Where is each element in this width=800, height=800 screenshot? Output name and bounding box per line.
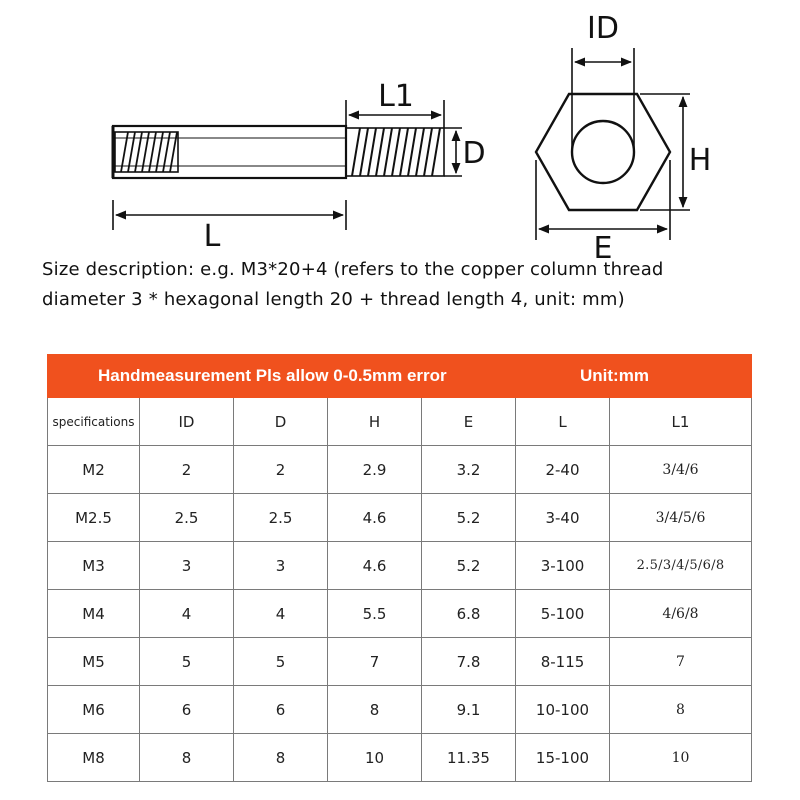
cell-h: 5.5: [328, 590, 422, 638]
header-h: H: [328, 398, 422, 446]
standoff-diagram: [0, 0, 800, 260]
cell-l1: 10: [610, 734, 752, 782]
cell-l1: 8: [610, 686, 752, 734]
cell-spec: M3: [48, 542, 140, 590]
cell-e: 11.35: [422, 734, 516, 782]
table-row: [48, 638, 752, 686]
error-note: Handmeasurement Pls allow 0-0.5mm error: [98, 366, 447, 385]
header-l: L: [516, 398, 610, 446]
cell-h: 4.6: [328, 494, 422, 542]
header-e: E: [422, 398, 516, 446]
cell-id: 2: [140, 446, 234, 494]
cell-l1: 7: [610, 638, 752, 686]
header-specifications: specifications: [48, 398, 140, 446]
external-thread: [346, 128, 444, 176]
header-d: D: [234, 398, 328, 446]
cell-e: 5.2: [422, 542, 516, 590]
cell-id: 2.5: [140, 494, 234, 542]
cell-l1: 2.5/3/4/5/6/8: [610, 542, 752, 590]
cell-id: 5: [140, 638, 234, 686]
spec-table: [47, 354, 752, 782]
cell-d: 2: [234, 446, 328, 494]
cell-e: 9.1: [422, 686, 516, 734]
cell-l: 15-100: [516, 734, 610, 782]
cell-spec: M2: [48, 446, 140, 494]
dimension-E: [536, 160, 670, 240]
spec-table-banner: [48, 355, 752, 398]
cell-e: 7.8: [422, 638, 516, 686]
cell-id: 6: [140, 686, 234, 734]
label-E: E: [593, 231, 613, 260]
cell-l1: 3/4/6: [610, 446, 752, 494]
cell-spec: M5: [48, 638, 140, 686]
table-row: [48, 686, 752, 734]
cell-d: 5: [234, 638, 328, 686]
header-l1: L1: [610, 398, 752, 446]
label-D: D: [462, 136, 486, 171]
cell-l1: 3/4/5/6: [610, 494, 752, 542]
cell-id: 4: [140, 590, 234, 638]
hexagon: [536, 94, 670, 210]
cell-l: 2-40: [516, 446, 610, 494]
dimension-D: [444, 128, 462, 176]
size-description-line-2: diameter 3 * hexagonal length 20 + thread length 4, unit: mm): [42, 289, 625, 310]
end-view: [536, 48, 690, 240]
cell-d: 3: [234, 542, 328, 590]
cell-d: 2.5: [234, 494, 328, 542]
bore-hole: [572, 121, 634, 183]
dimension-ID: [572, 48, 634, 152]
cell-d: 6: [234, 686, 328, 734]
cell-h: 7: [328, 638, 422, 686]
table-row: [48, 542, 752, 590]
label-L1: L1: [378, 79, 414, 114]
cell-h: 4.6: [328, 542, 422, 590]
cell-e: 3.2: [422, 446, 516, 494]
size-description: [42, 255, 782, 315]
cell-l: 10-100: [516, 686, 610, 734]
cell-id: 8: [140, 734, 234, 782]
cell-l1: 4/6/8: [610, 590, 752, 638]
dimension-L: [113, 200, 346, 230]
cell-e: 6.8: [422, 590, 516, 638]
cell-l: 3-40: [516, 494, 610, 542]
table-row: [48, 446, 752, 494]
cell-l: 5-100: [516, 590, 610, 638]
cell-l: 3-100: [516, 542, 610, 590]
table-row: [48, 494, 752, 542]
size-description-line-1: Size description: e.g. M3*20+4 (refers to the copper column thread: [42, 259, 664, 280]
cell-h: 10: [328, 734, 422, 782]
cell-h: 8: [328, 686, 422, 734]
label-L: L: [203, 219, 221, 254]
unit-note: Unit:mm: [580, 366, 649, 385]
cell-d: 4: [234, 590, 328, 638]
header-id: ID: [140, 398, 234, 446]
label-ID: ID: [587, 11, 619, 46]
cell-d: 8: [234, 734, 328, 782]
cell-l: 8-115: [516, 638, 610, 686]
cell-spec: M8: [48, 734, 140, 782]
spec-table-header-row: [48, 398, 752, 446]
label-H: H: [688, 143, 712, 178]
cell-spec: M6: [48, 686, 140, 734]
table-row: [48, 734, 752, 782]
cell-spec: M4: [48, 590, 140, 638]
table-row: [48, 590, 752, 638]
cell-spec: M2.5: [48, 494, 140, 542]
cell-h: 2.9: [328, 446, 422, 494]
cell-e: 5.2: [422, 494, 516, 542]
cell-id: 3: [140, 542, 234, 590]
side-view: [113, 100, 462, 230]
